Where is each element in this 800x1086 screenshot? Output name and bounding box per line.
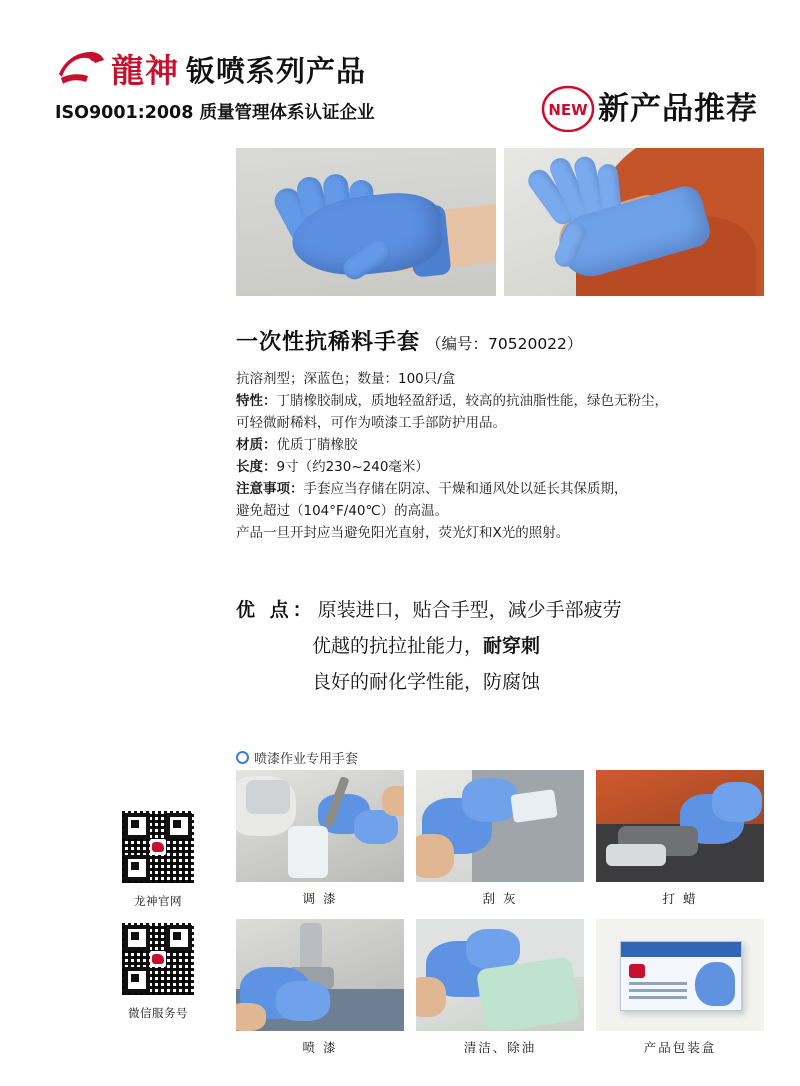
gallery-item xyxy=(416,770,584,907)
gallery-photo-mixing xyxy=(236,770,404,882)
iso-certification-line: ISO9001:2008 质量管理体系认证企业 xyxy=(55,103,375,123)
brand-row xyxy=(55,38,475,90)
spec-row xyxy=(236,500,756,522)
spec-text: 9寸（约230~240毫米） xyxy=(276,459,429,475)
hero-photo-row xyxy=(236,148,764,296)
gallery-photo-spraying xyxy=(236,919,404,1031)
product-spec-list xyxy=(236,368,756,544)
qr-code-website xyxy=(119,808,197,886)
spec-text: 产品一旦开封应当避免阳光直射，荧光灯和X光的照射。 xyxy=(236,525,570,541)
advantage-row xyxy=(236,664,756,700)
spec-label: 长度： xyxy=(236,459,277,475)
spec-row xyxy=(236,478,756,500)
new-product-banner xyxy=(540,84,758,134)
gallery-caption: 调 漆 xyxy=(302,891,338,906)
advantage-text: 优越的抗拉扯能力， xyxy=(312,635,484,657)
gallery-item xyxy=(596,770,764,907)
spec-text: 避免超过（104°F/40℃）的高温。 xyxy=(236,503,449,519)
gallery-heading-text: 喷漆作业专用手套 xyxy=(254,752,359,767)
spec-label: 特性： xyxy=(236,393,277,409)
spec-text: 丁腈橡胶制成，质地轻盈舒适，较高的抗油脂性能，绿色无粉尘， xyxy=(276,393,668,409)
advantages-block xyxy=(236,592,756,700)
gallery-photo-waxing xyxy=(596,770,764,882)
spec-row xyxy=(236,434,756,456)
advantage-text: 良好的耐化学性能，防腐蚀 xyxy=(312,671,541,693)
gallery-item xyxy=(236,919,404,1056)
gallery-caption: 清洁、除油 xyxy=(463,1040,537,1055)
new-recommend-text: 新产品推荐 xyxy=(598,90,758,127)
spec-text: 抗溶剂型；深蓝色；数量：100只/盒 xyxy=(236,371,456,387)
hero-photo-long-glove xyxy=(504,148,764,296)
gallery-item xyxy=(416,919,584,1056)
new-badge-icon xyxy=(540,84,596,134)
spec-text: 可轻微耐稀料，可作为喷漆工手部防护用品。 xyxy=(236,415,506,431)
qr-caption: 微信服务号 xyxy=(128,1006,188,1020)
usage-gallery xyxy=(236,770,764,1056)
product-code: （编号：70520022） xyxy=(426,335,583,353)
spec-row xyxy=(236,390,756,412)
spec-label: 材质： xyxy=(236,437,277,453)
qr-code-wechat xyxy=(119,920,197,998)
advantage-row xyxy=(236,628,756,664)
gallery-heading xyxy=(236,748,358,767)
gallery-caption: 喷 漆 xyxy=(302,1040,338,1055)
svg-text:NEW: NEW xyxy=(548,101,588,119)
series-title: 钣喷系列产品 xyxy=(186,54,367,88)
spec-row xyxy=(236,522,756,544)
advantages-label: 优 点： xyxy=(236,599,316,621)
qr-block-wechat xyxy=(110,920,206,1021)
bullet-ring-icon xyxy=(236,751,249,764)
dragon-logo-icon xyxy=(55,44,107,90)
spec-row xyxy=(236,412,756,434)
gallery-photo-scraping xyxy=(416,770,584,882)
spec-row xyxy=(236,368,756,390)
gallery-photo-package-box xyxy=(596,919,764,1031)
product-title-row xyxy=(236,325,582,356)
qr-block-website xyxy=(110,808,206,909)
spec-text: 优质丁腈橡胶 xyxy=(276,437,358,453)
page-header xyxy=(0,38,800,138)
gallery-caption: 刮 灰 xyxy=(482,891,518,906)
hero-photo-palm xyxy=(236,148,496,296)
brand-name: 龍神 xyxy=(111,51,179,90)
advantage-row xyxy=(236,592,756,628)
gallery-item xyxy=(236,770,404,907)
brand-block xyxy=(55,38,475,124)
product-title: 一次性抗稀料手套 xyxy=(236,330,421,355)
gallery-photo-cleaning xyxy=(416,919,584,1031)
advantage-emphasis: 耐穿刺 xyxy=(483,635,541,657)
gallery-caption: 产品包装盒 xyxy=(643,1040,717,1055)
spec-label: 注意事项： xyxy=(236,481,304,497)
spec-text: 手套应当存储在阴凉、干燥和通风处以延长其保质期， xyxy=(303,481,628,497)
advantage-text: 原装进口，贴合手型，减少手部疲劳 xyxy=(317,599,622,621)
gallery-item xyxy=(596,919,764,1056)
qr-caption: 龙神官网 xyxy=(134,894,182,908)
spec-row xyxy=(236,456,756,478)
gallery-caption: 打 蜡 xyxy=(662,891,698,906)
